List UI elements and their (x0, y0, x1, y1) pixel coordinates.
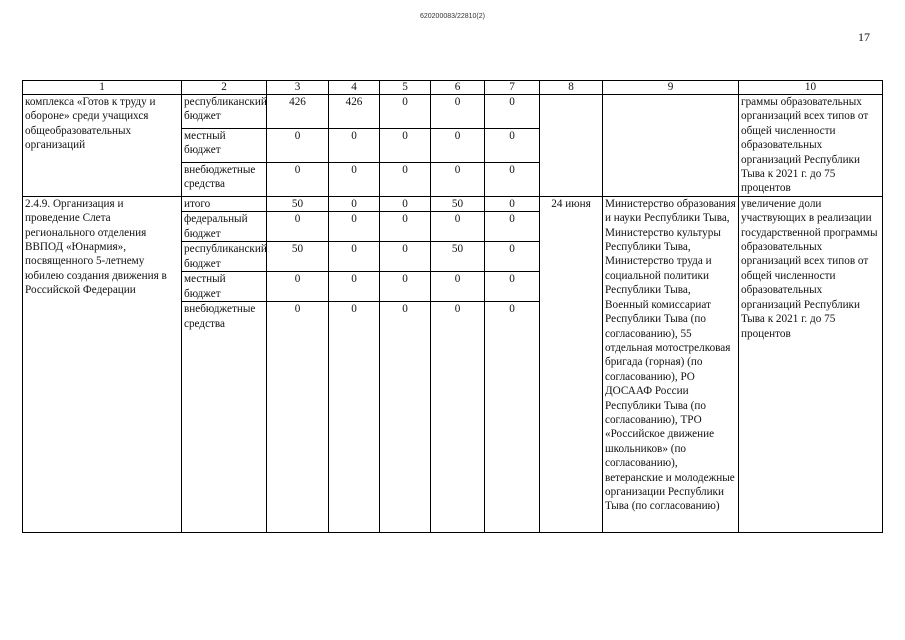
amount-cell: 0 (267, 302, 329, 533)
amount-cell: 0 (267, 212, 329, 242)
column-header: 2 (182, 81, 267, 95)
amount-cell: 0 (380, 242, 431, 272)
funding-source-cell: федеральный бюджет (182, 212, 267, 242)
amount-cell: 50 (267, 196, 329, 211)
column-header: 1 (23, 81, 182, 95)
amount-cell: 0 (485, 212, 540, 242)
column-header: 7 (485, 81, 540, 95)
amount-cell: 0 (380, 212, 431, 242)
amount-cell: 0 (380, 196, 431, 211)
amount-cell: 0 (380, 128, 431, 162)
funding-source-cell: республиканский бюджет (182, 95, 267, 129)
date-cell (540, 95, 603, 197)
amount-cell: 0 (485, 272, 540, 302)
executors-cell: Министерство образования и науки Республики Тыва, Министерство культуры Республики Тыва, Министерство труда и социальной политики Республики Тыва, Военный комиссариат Республики Тыва (по согласованию), 55 отдельная мотострелковая бригада (горная) (по согласованию), РО ДОСААФ России Республики Тыва (по согласованию), ТРО «Российское движение школьников» (по согласованию), ветеранские и молодежные организации Республики Тыва (по согласованию) (603, 196, 739, 532)
amount-cell: 0 (485, 95, 540, 129)
amount-cell: 0 (329, 162, 380, 196)
amount-cell: 0 (329, 242, 380, 272)
result-cell: увеличение доли участвующих в реализации государственной программы образовательных организаций всех типов от общей численности образовательных организаций Республики Тыва к 2021 г. до 75 процентов (739, 196, 883, 532)
column-header: 5 (380, 81, 431, 95)
amount-cell: 0 (329, 272, 380, 302)
amount-cell: 0 (329, 128, 380, 162)
plan-table (22, 80, 883, 533)
amount-cell: 426 (267, 95, 329, 129)
funding-source-cell: итого (182, 196, 267, 211)
amount-cell: 0 (329, 196, 380, 211)
amount-cell: 0 (267, 272, 329, 302)
date-cell: 24 июня (540, 196, 603, 532)
column-header: 3 (267, 81, 329, 95)
amount-cell: 0 (431, 162, 485, 196)
amount-cell: 0 (431, 302, 485, 533)
amount-cell: 50 (431, 196, 485, 211)
column-header: 4 (329, 81, 380, 95)
column-header: 10 (739, 81, 883, 95)
amount-cell: 0 (431, 128, 485, 162)
amount-cell: 0 (485, 128, 540, 162)
page-number: 17 (858, 30, 870, 44)
amount-cell: 0 (380, 272, 431, 302)
amount-cell: 0 (485, 162, 540, 196)
amount-cell: 0 (485, 302, 540, 533)
amount-cell: 0 (485, 242, 540, 272)
funding-source-cell: внебюджетные средства (182, 302, 267, 533)
column-header: 8 (540, 81, 603, 95)
amount-cell: 0 (380, 95, 431, 129)
column-header: 6 (431, 81, 485, 95)
amount-cell: 0 (267, 128, 329, 162)
amount-cell: 50 (267, 242, 329, 272)
table-row (23, 95, 883, 129)
funding-source-cell: внебюджетные средства (182, 162, 267, 196)
activity-cell: комплекса «Готов к труду и обороне» среди учащихся общеобразовательных организаций (23, 95, 182, 197)
amount-cell: 0 (485, 196, 540, 211)
funding-source-cell: республиканский бюджет (182, 242, 267, 272)
activity-cell: 2.4.9. Организация и проведение Слета регионального отделения ВВПОД «Юнармия», посвященного 5-летнему юбилею создания движения в Российской Федерации (23, 196, 182, 532)
amount-cell: 0 (329, 302, 380, 533)
amount-cell: 426 (329, 95, 380, 129)
amount-cell: 0 (431, 272, 485, 302)
table-row (23, 196, 883, 211)
amount-cell: 0 (431, 95, 485, 129)
amount-cell: 0 (380, 302, 431, 533)
funding-source-cell: местный бюджет (182, 272, 267, 302)
amount-cell: 0 (380, 162, 431, 196)
result-cell: граммы образовательных организаций всех типов от общей численности образовательных организаций Республики Тыва к 2021 г. до 75 процентов (739, 95, 883, 197)
funding-source-cell: местный бюджет (182, 128, 267, 162)
document-id: 620200083/22810(2) (419, 13, 485, 20)
amount-cell: 0 (267, 162, 329, 196)
header-row (23, 81, 883, 95)
column-header: 9 (603, 81, 739, 95)
executors-cell (603, 95, 739, 197)
amount-cell: 0 (431, 212, 485, 242)
amount-cell: 0 (329, 212, 380, 242)
amount-cell: 50 (431, 242, 485, 272)
